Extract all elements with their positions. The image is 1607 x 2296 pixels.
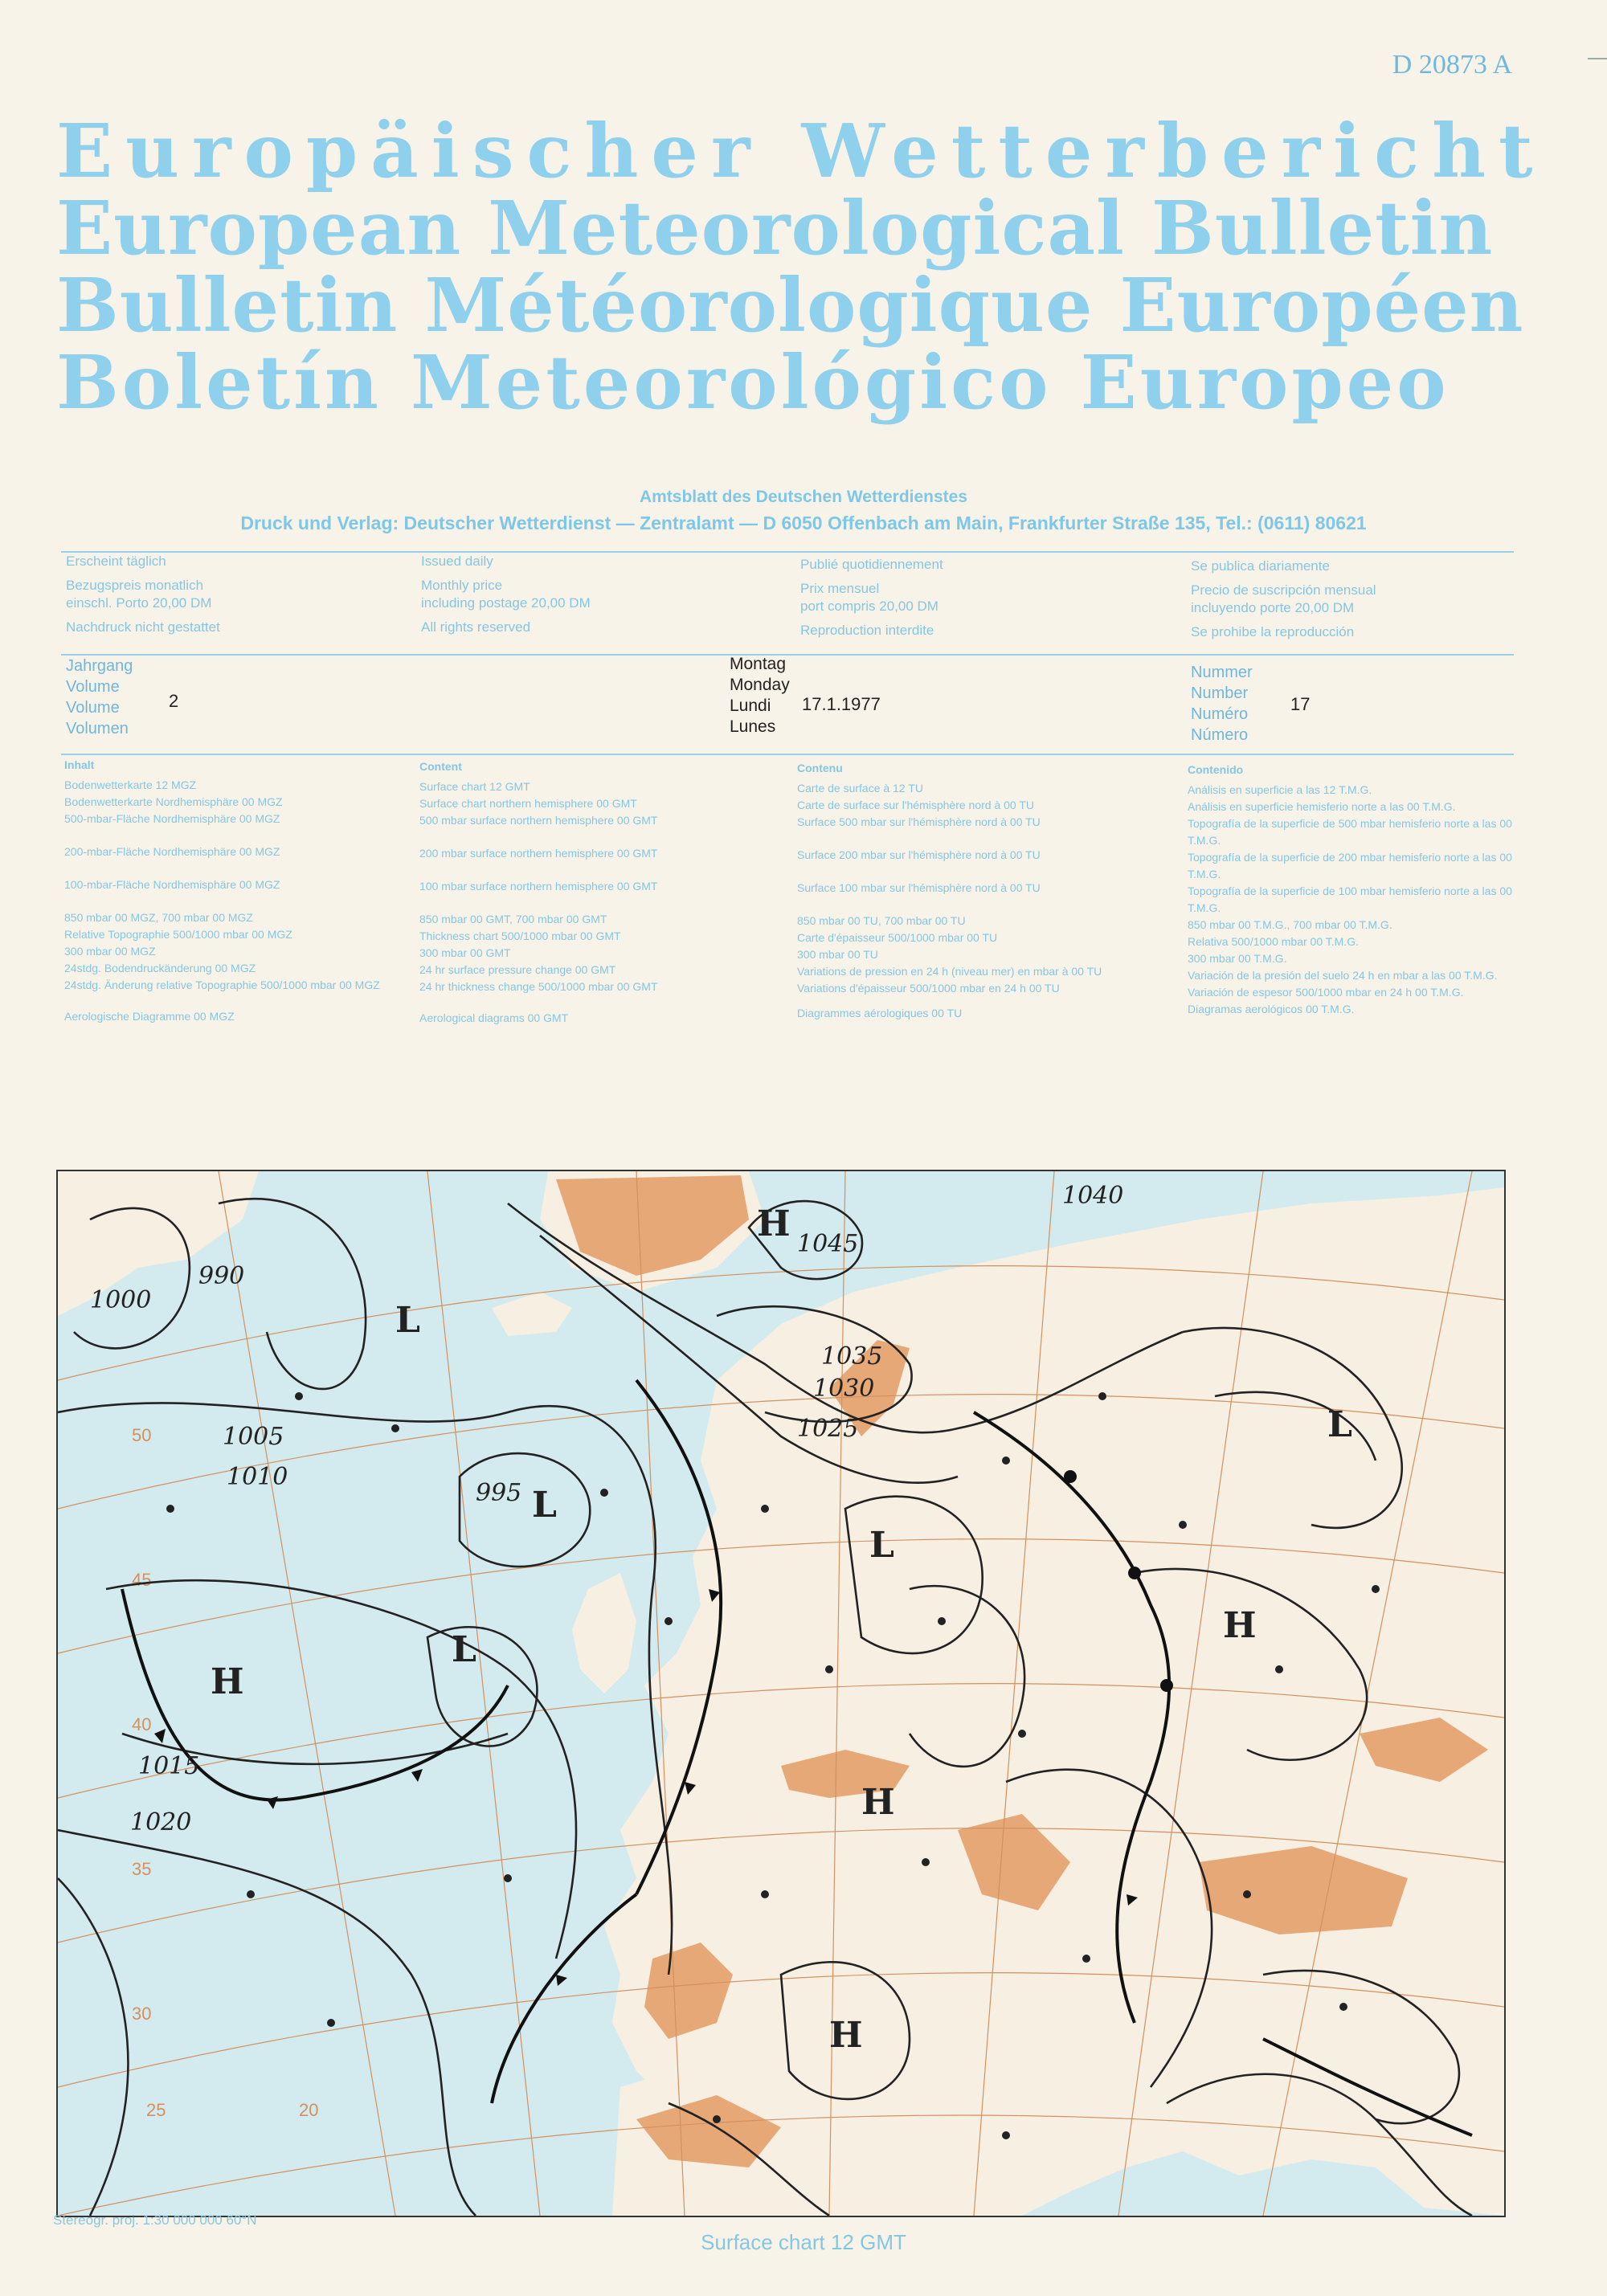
publication-line: Precio de suscripción mensual (1191, 582, 1376, 598)
weekday-label: Monday (730, 676, 790, 694)
pressure-center-low: L (869, 1525, 894, 1566)
publication-info-es (1191, 558, 1528, 641)
station-circle (825, 1665, 833, 1673)
contents-item: Topografía de la superficie de 500 mbar hemisferio norte a las 00 T.M.G. (1188, 817, 1512, 847)
contents-item: 850 mbar 00 T.M.G., 700 mbar 00 T.M.G. (1188, 918, 1392, 931)
station-circle (938, 1617, 946, 1625)
volume-label: Jahrgang (66, 657, 133, 675)
warm-front-bump (1160, 1679, 1173, 1692)
isobar-label: 1030 (813, 1375, 875, 1403)
station-circle (1275, 1665, 1283, 1673)
pressure-center-high: H (757, 1203, 791, 1244)
contents-es (1188, 762, 1517, 1018)
contents-item: 850 mbar 00 GMT, 700 mbar 00 GMT (419, 913, 607, 925)
contents-item: Thickness chart 500/1000 mbar 00 GMT (419, 929, 621, 942)
number-label: Número (1191, 726, 1249, 744)
divider (61, 754, 1514, 755)
edge-mark (1588, 58, 1607, 59)
publisher-address: Druck und Verlag: Deutscher Wetterdienst — Zentralamt — D 6050 Offenbach am Main, Frankfurter Straße 135, Tel.: (0611) 80621 (240, 513, 1367, 533)
contents-item: 100 mbar surface northern hemisphere 00 GMT (419, 880, 658, 893)
station-circle (1179, 1521, 1187, 1529)
publication-line: Se publica diariamente (1191, 558, 1330, 574)
station-circle (295, 1392, 303, 1400)
weekday-label: Lunes (730, 717, 776, 736)
contents-item: Diagramas aerológicos 00 T.M.G. (1188, 1003, 1355, 1015)
document-id: D 20873 A (1392, 50, 1512, 80)
contents-item: Surface 200 mbar sur l'hémisphère nord à 00 TU (797, 848, 1041, 861)
number-label: Numéro (1191, 705, 1249, 723)
warm-front-bump (1064, 1470, 1077, 1483)
station-circle (761, 1505, 769, 1513)
latitude-label: 40 (132, 1714, 152, 1734)
volume-value: 2 (169, 691, 179, 711)
isobar-label: 1025 (797, 1415, 859, 1443)
contents-item: Surface chart northern hemisphere 00 GMT (419, 797, 637, 810)
contents-item: 200 mbar surface northern hemisphere 00 GMT (419, 847, 658, 860)
publication-info-en (421, 553, 759, 636)
station-circle (1243, 1890, 1251, 1898)
publication-info-de (66, 553, 403, 636)
isobar-label: 1045 (797, 1230, 859, 1258)
official-gazette: Amtsblatt des Deutschen Wetterdienstes (639, 488, 968, 506)
title-block (56, 108, 1546, 426)
contents-heading: Content (419, 760, 462, 773)
pressure-center-high: H (1223, 1605, 1257, 1646)
station-circle (1339, 2003, 1347, 2011)
contents-item: Análisis en superficie hemisferio norte a las 00 T.M.G. (1188, 800, 1456, 813)
contents-item: Bodenwetterkarte 12 MGZ (64, 778, 197, 791)
publication-line: Monthly price (421, 578, 503, 593)
contents-item: 24 hr surface pressure change 00 GMT (419, 963, 616, 976)
station-circle (1082, 1955, 1090, 1963)
number-labels (1191, 662, 1253, 746)
contents-item: 24stdg. Bodendruckänderung 00 MGZ (64, 962, 256, 974)
pressure-center-high: H (861, 1782, 895, 1823)
publisher-block (0, 485, 1607, 537)
contents-item: 500-mbar-Fläche Nordhemisphäre 00 MGZ (64, 812, 280, 825)
weekday-labels (730, 654, 790, 737)
contents-item: Variations de pression en 24 h (niveau mer) en mbar à 00 TU (797, 965, 1102, 978)
contents-item: 500 mbar surface northern hemisphere 00 GMT (419, 814, 658, 827)
contents-item: Surface chart 12 GMT (419, 780, 530, 793)
issue-number: 17 (1290, 694, 1311, 714)
surface-weather-map (56, 1170, 1506, 2217)
publication-line: Prix mensuel (800, 581, 880, 596)
latitude-label: 45 (132, 1570, 152, 1590)
station-circle (327, 2019, 335, 2027)
isobar-label: 995 (476, 1479, 522, 1507)
contents-fr (797, 760, 1167, 1022)
map-canvas (58, 1171, 1504, 2216)
station-circle (1002, 1456, 1010, 1465)
contents-item: Aerologische Diagramme 00 MGZ (64, 1010, 235, 1023)
contents-item: 300 mbar 00 GMT (419, 946, 511, 959)
latitude-label: 30 (132, 2004, 152, 2024)
latitude-label: 25 (146, 2100, 166, 2120)
contents-item: Carte d'épaisseur 500/1000 mbar 00 TU (797, 931, 998, 944)
publication-line: Reproduction interdite (800, 623, 934, 638)
title-german: Europäischer Wetterbericht (56, 108, 1546, 194)
contents-item: Relativa 500/1000 mbar 00 T.M.G. (1188, 935, 1359, 948)
contents-item: 300 mbar 00 T.M.G. (1188, 952, 1287, 965)
contents-item: 850 mbar 00 TU, 700 mbar 00 TU (797, 914, 966, 927)
station-circle (713, 2115, 721, 2123)
contents-heading: Inhalt (64, 758, 95, 771)
station-circle (761, 1890, 769, 1898)
publication-line: Se prohibe la reproducción (1191, 624, 1355, 639)
station-circle (391, 1424, 399, 1432)
contents-item: Variación de espesor 500/1000 mbar en 24 h 00 T.M.G. (1188, 986, 1464, 999)
contents-item: Análisis en superficie a las 12 T.M.G. (1188, 783, 1372, 796)
contents-item: 300 mbar 00 MGZ (64, 945, 156, 958)
contents-item: Relative Topographie 500/1000 mbar 00 MGZ (64, 928, 292, 941)
contents-item: Topografía de la superficie de 200 mbar hemisferio norte a las 00 T.M.G. (1188, 851, 1512, 880)
publication-line: including postage 20,00 DM (421, 595, 591, 611)
publication-info-fr (800, 556, 1138, 639)
contents-item: 200-mbar-Fläche Nordhemisphäre 00 MGZ (64, 845, 280, 858)
station-circle (922, 1858, 930, 1866)
contents-item: Topografía de la superficie de 100 mbar hemisferio norte a las 00 T.M.G. (1188, 884, 1512, 914)
station-circle (247, 1890, 255, 1898)
latitude-label: 35 (132, 1859, 152, 1879)
contents-item: 24 hr thickness change 500/1000 mbar 00 GMT (419, 980, 658, 993)
station-circle (600, 1489, 608, 1497)
volume-label: Volume (66, 699, 120, 717)
title-spanish: Boletín Meteorológico Europeo (56, 339, 1450, 426)
publication-line: Issued daily (421, 554, 493, 569)
contents-item: 24stdg. Änderung relative Topographie 500/1000 mbar 00 MGZ (64, 978, 380, 991)
volume-label: Volume (66, 678, 120, 696)
isobar-label: 1040 (1062, 1182, 1124, 1210)
isobar-label: 1035 (821, 1342, 883, 1371)
publication-line: All rights reserved (421, 619, 531, 635)
title-english: European Meteorological Bulletin (56, 185, 1494, 272)
isobar-label: 990 (198, 1262, 245, 1290)
volume-label: Volumen (66, 720, 129, 737)
publication-line: port compris 20,00 DM (800, 599, 938, 614)
station-circle (1018, 1730, 1026, 1738)
contents-heading: Contenido (1188, 763, 1244, 776)
isobar-label: 1005 (223, 1423, 284, 1451)
pressure-center-high: H (829, 2015, 863, 2056)
contents-en (419, 758, 789, 1027)
contents-item: 300 mbar 00 TU (797, 948, 878, 961)
pressure-center-low: L (452, 1629, 476, 1670)
latitude-label: 50 (132, 1425, 152, 1445)
contents-item: 850 mbar 00 MGZ, 700 mbar 00 MGZ (64, 911, 253, 924)
contents-de (64, 757, 434, 1025)
contents-item: Carte de surface à 12 TU (797, 782, 923, 795)
pressure-center-low: L (532, 1485, 557, 1526)
station-circle (1002, 2131, 1010, 2139)
pressure-center-low: L (395, 1300, 420, 1341)
contents-item: Surface 100 mbar sur l'hémisphère nord à 00 TU (797, 881, 1041, 894)
latitude-label: 20 (299, 2100, 319, 2120)
warm-front-bump (1128, 1567, 1141, 1579)
pressure-center-high: H (211, 1661, 244, 1702)
station-circle (504, 1874, 512, 1882)
publication-line: Bezugspreis monatlich (66, 578, 204, 593)
issue-date: 17.1.1977 (802, 694, 881, 714)
contents-item: Aerological diagrams 00 GMT (419, 1011, 569, 1024)
isobar-label: 1020 (130, 1808, 192, 1836)
contents-item: Variación de la presión del suelo 24 h en mbar a las 00 T.M.G. (1188, 969, 1498, 982)
number-label: Nummer (1191, 664, 1253, 681)
publication-line: incluyendo porte 20,00 DM (1191, 600, 1355, 615)
title-french: Bulletin Météorologique Européen (56, 262, 1524, 349)
isobar-label: 1010 (227, 1463, 288, 1491)
contents-item: Variations d'épaisseur 500/1000 mbar en 24 h 00 TU (797, 982, 1060, 995)
isobar-label: 1000 (90, 1286, 152, 1314)
pressure-center-low: L (1327, 1404, 1352, 1445)
contents-item: Carte de surface sur l'hémisphère nord à 00 TU (797, 799, 1035, 811)
publication-line: Erscheint täglich (66, 554, 166, 569)
station-circle (1372, 1585, 1380, 1593)
weekday-label: Lundi (730, 697, 771, 715)
chart-caption: Surface chart 12 GMT (701, 2230, 906, 2254)
station-circle (664, 1617, 673, 1625)
publication-line: einschl. Porto 20,00 DM (66, 595, 212, 611)
station-circle (1098, 1392, 1106, 1400)
contents-heading: Contenu (797, 762, 843, 774)
isobar-label: 1015 (138, 1752, 200, 1780)
publication-line: Nachdruck nicht gestattet (66, 619, 220, 635)
number-label: Number (1191, 684, 1249, 702)
volume-labels (66, 656, 133, 739)
contents-item: 100-mbar-Fläche Nordhemisphäre 00 MGZ (64, 878, 280, 891)
contents-item: Diagrammes aérologiques 00 TU (797, 1007, 963, 1019)
publication-line: Publié quotidiennement (800, 557, 943, 572)
projection-note: Stereogr. proj. 1:30 000 000 60°N (53, 2212, 257, 2228)
contents-item: Surface 500 mbar sur l'hémisphère nord à 00 TU (797, 815, 1041, 828)
weekday-label: Montag (730, 655, 787, 673)
station-circle (166, 1505, 174, 1513)
contents-item: Bodenwetterkarte Nordhemisphäre 00 MGZ (64, 795, 283, 808)
